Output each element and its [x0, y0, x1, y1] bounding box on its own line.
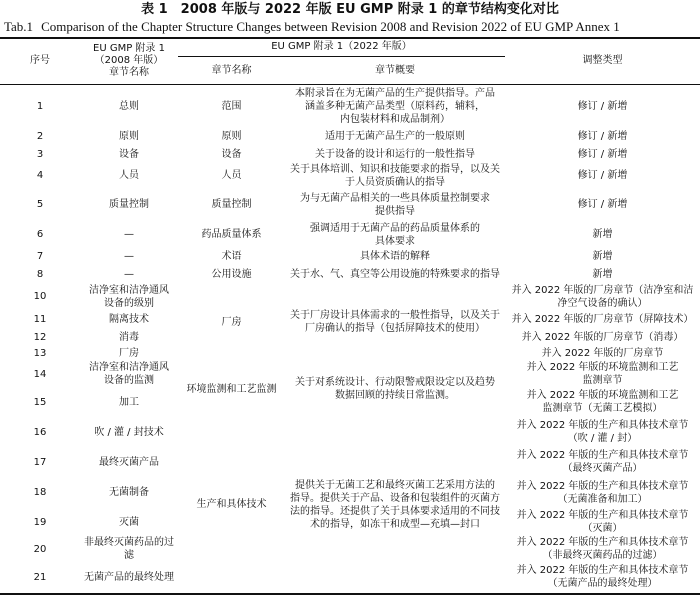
header-rev2008-text: EU GMP 附录 1（2008 年版） 章节名称 — [93, 43, 165, 78]
row-seq — [0, 387, 80, 417]
row-seq — [0, 86, 80, 127]
row-adjust-type-text: 并入 2022 年版的生产和具体技术章节 （最终灭菌产品） — [516, 450, 689, 474]
row-seq-text: 13 — [33, 347, 47, 359]
row-old-chapter — [80, 562, 178, 592]
new-chapter-summary — [285, 86, 505, 127]
header-rev2008 — [80, 38, 178, 84]
new-chapter-name — [178, 265, 285, 283]
row-adjust-type-text: 并入 2022 年版的生产和具体技术章节 （无菌产品的最终处理） — [516, 565, 689, 589]
row-seq-text: 17 — [33, 456, 47, 468]
row-old-chapter-text: 灭菌 — [119, 516, 139, 528]
row-old-chapter — [80, 283, 178, 310]
row-adjust-type-text: 修订 / 新增 — [577, 149, 628, 160]
row-adjust-type-text: 并入 2022 年版的生产和具体技术章节 （无菌准备和加工） — [516, 480, 689, 505]
row-adjust-type — [505, 188, 700, 221]
row-old-chapter — [80, 387, 178, 417]
new-chapter-summary-text: 关于设备的设计和运行的一般性指导 — [315, 149, 475, 160]
row-seq-text: 4 — [36, 170, 44, 181]
table-number: Tab.1 — [4, 19, 34, 34]
row-adjust-type — [505, 361, 700, 387]
row-old-chapter-text: — — [124, 251, 134, 262]
row-seq — [0, 417, 80, 447]
new-chapter-name-text: 质量控制 — [211, 199, 252, 210]
row-seq-text: 20 — [33, 543, 47, 555]
new-chapter-name — [178, 283, 285, 361]
row-seq — [0, 361, 80, 387]
row-adjust-type — [505, 283, 700, 310]
row-adjust-type — [505, 310, 700, 329]
row-adjust-type — [505, 221, 700, 248]
new-chapter-name — [178, 248, 285, 265]
row-seq-text: 5 — [36, 199, 44, 210]
row-adjust-type-text: 并入 2022 年版的厂房章节 — [541, 347, 664, 359]
row-old-chapter — [80, 86, 178, 127]
row-adjust-type-text: 并入 2022 年版的生产和具体技术章节 （灭菌） — [516, 510, 689, 534]
row-seq — [0, 447, 80, 477]
row-old-chapter-text: 质量控制 — [109, 199, 149, 210]
row-adjust-type-text: 修订 / 新增 — [577, 101, 628, 112]
row-adjust-type-text: 并入 2022 年版的厂房章节（洁净室和洁 净空气设备的确认） — [511, 284, 694, 309]
new-chapter-name — [178, 417, 285, 592]
header-rev2022-group-text: EU GMP 附录 1（2022 年版） — [271, 41, 412, 52]
new-chapter-name-text: 人员 — [221, 170, 242, 181]
row-adjust-type — [505, 329, 700, 345]
new-chapter-name-text: 范围 — [221, 101, 242, 112]
new-chapter-summary-text: 适用于无菌产品生产的一般原则 — [325, 131, 465, 142]
new-chapter-summary-text: 强调适用于无菌产品的药品质量体系的 具体要求 — [310, 222, 480, 247]
row-old-chapter-text: 洁净室和洁净通风 设备的级别 — [89, 284, 169, 309]
new-chapter-name — [178, 146, 285, 163]
new-chapter-summary — [285, 417, 505, 592]
row-adjust-type-text: 并入 2022 年版的生产和具体技术章节 （非最终灭菌药品的过滤） — [516, 537, 689, 561]
row-seq-text: 18 — [33, 487, 47, 498]
new-chapter-name — [178, 86, 285, 127]
row-old-chapter — [80, 477, 178, 508]
new-chapter-name-text: 生产和具体技术 — [196, 499, 267, 510]
row-seq — [0, 248, 80, 265]
new-chapter-summary — [285, 265, 505, 283]
row-old-chapter — [80, 329, 178, 345]
header-rev2022-group — [178, 38, 505, 56]
new-chapter-summary-text: 关于具体培训、知识和技能要求的指导，以及关 于人员资质确认的指导 — [290, 163, 500, 188]
row-seq-text: 15 — [33, 396, 47, 408]
row-adjust-type — [505, 387, 700, 417]
table-title-cn: 表 1 2008 年版与 2022 年版 EU GMP 附录 1 的章节结构变化对比 — [141, 2, 559, 17]
row-adjust-type — [505, 345, 700, 361]
row-old-chapter-text: 洁净室和洁净通风 设备的监测 — [89, 362, 169, 386]
new-chapter-name-text: 环境监测和工艺监测 — [186, 383, 277, 395]
row-old-chapter — [80, 188, 178, 221]
row-seq-text: 19 — [33, 516, 47, 528]
row-seq-text: 12 — [33, 331, 47, 343]
new-chapter-summary — [285, 146, 505, 163]
row-old-chapter-text: 消毒 — [119, 331, 139, 343]
row-old-chapter — [80, 163, 178, 188]
row-seq-text: 11 — [33, 314, 47, 325]
table-caption: Comparison of the Chapter Structure Changes between Revision 2008 and Revision 2022 of EU GMP Annex 1 — [41, 19, 620, 34]
row-seq-text: 7 — [36, 251, 44, 262]
row-seq-text: 10 — [33, 291, 47, 302]
row-old-chapter — [80, 345, 178, 361]
table-title-en — [4, 19, 696, 35]
row-adjust-type — [505, 508, 700, 536]
row-old-chapter — [80, 248, 178, 265]
row-seq — [0, 536, 80, 562]
new-chapter-name-text: 药品质量体系 — [201, 229, 262, 240]
row-adjust-type-text: 并入 2022 年版的生产和具体技术章节 （吹 / 灌 / 封） — [516, 420, 689, 444]
row-adjust-type-text: 并入 2022 年版的环境监测和工艺 监测章节（无菌工艺模拟） — [526, 390, 679, 414]
row-seq-text: 14 — [33, 368, 47, 380]
row-seq-text: 3 — [36, 149, 44, 160]
new-chapter-summary — [285, 283, 505, 361]
row-old-chapter — [80, 127, 178, 146]
row-old-chapter — [80, 146, 178, 163]
row-old-chapter-text: 原则 — [119, 131, 139, 142]
row-adjust-type — [505, 265, 700, 283]
new-chapter-name — [178, 163, 285, 188]
row-old-chapter-text: 吹 / 灌 / 封技术 — [94, 426, 164, 438]
row-old-chapter-text: 设备 — [119, 149, 139, 160]
row-old-chapter-text: 最终灭菌产品 — [99, 456, 159, 468]
new-chapter-name — [178, 361, 285, 417]
row-old-chapter-text: — — [124, 268, 134, 280]
header-summary — [285, 57, 505, 84]
row-adjust-type-text: 新增 — [592, 229, 613, 240]
table-bottom-rule — [0, 593, 700, 595]
row-adjust-type — [505, 146, 700, 163]
row-seq-text: 8 — [36, 268, 44, 280]
row-seq — [0, 265, 80, 283]
row-seq — [0, 310, 80, 329]
new-chapter-summary-text: 关于对系统设计、行动限警戒限设定以及趋势 数据回顾的持续日常监测。 — [295, 377, 495, 401]
row-adjust-type-text: 并入 2022 年版的环境监测和工艺 监测章节 — [526, 362, 679, 386]
row-old-chapter — [80, 536, 178, 562]
row-old-chapter-text: 无菌产品的最终处理 — [84, 571, 174, 583]
header-seq-text: 序号 — [30, 55, 50, 66]
row-adjust-type — [505, 417, 700, 447]
new-chapter-summary — [285, 221, 505, 248]
new-chapter-name-text: 厂房 — [221, 316, 242, 328]
row-adjust-type-text: 修订 / 新增 — [577, 170, 628, 181]
row-seq — [0, 188, 80, 221]
row-adjust-type — [505, 248, 700, 265]
row-adjust-type — [505, 127, 700, 146]
row-old-chapter-text: 无菌制备 — [109, 487, 149, 498]
row-old-chapter — [80, 361, 178, 387]
row-old-chapter-text: 人员 — [119, 170, 139, 181]
row-old-chapter-text: 加工 — [119, 396, 139, 408]
row-adjust-type-text: 修订 / 新增 — [577, 199, 628, 210]
header-chapter-text: 章节名称 — [211, 64, 252, 76]
row-seq-text: 21 — [33, 571, 47, 583]
row-seq — [0, 146, 80, 163]
new-chapter-name — [178, 221, 285, 248]
row-seq-text: 6 — [36, 229, 44, 240]
row-seq — [0, 329, 80, 345]
new-chapter-summary-text: 提供关于无菌工艺和最终灭菌工艺采用方法的 指导。提供关于产品、设备和包装组件的灭菌方 法的指导。还提供了关于具体要求适用的不同技 术的指导，如冻干和成型—充填—封口 — [290, 479, 500, 530]
new-chapter-name — [178, 188, 285, 221]
row-old-chapter — [80, 265, 178, 283]
row-adjust-type — [505, 477, 700, 508]
new-chapter-summary — [285, 361, 505, 417]
new-chapter-summary — [285, 248, 505, 265]
row-adjust-type-text: 并入 2022 年版的厂房章节（屏障技术） — [511, 314, 694, 325]
row-seq — [0, 508, 80, 536]
row-adjust-type-text: 新增 — [592, 268, 613, 280]
row-adjust-type — [505, 86, 700, 127]
new-chapter-summary-text: 关于水、气、真空等公用设施的特殊要求的指导 — [290, 268, 500, 280]
new-chapter-name-text: 术语 — [221, 251, 242, 262]
row-seq-text: 1 — [36, 101, 44, 112]
new-chapter-summary — [285, 163, 505, 188]
new-chapter-name-text: 公用设施 — [211, 268, 252, 280]
row-old-chapter — [80, 221, 178, 248]
new-chapter-name — [178, 127, 285, 146]
row-seq — [0, 345, 80, 361]
header-adjust — [505, 38, 700, 84]
row-old-chapter — [80, 310, 178, 329]
row-adjust-type — [505, 562, 700, 592]
header-summary-text: 章节概要 — [375, 64, 415, 76]
row-old-chapter — [80, 508, 178, 536]
row-adjust-type — [505, 536, 700, 562]
header-adjust-text: 调整类型 — [582, 55, 623, 66]
row-adjust-type-text: 并入 2022 年版的厂房章节（消毒） — [521, 331, 684, 343]
row-old-chapter — [80, 447, 178, 477]
new-chapter-summary-text: 具体术语的解释 — [360, 251, 430, 262]
row-old-chapter-text: 厂房 — [119, 347, 139, 359]
new-chapter-name-text: 原则 — [221, 131, 242, 142]
row-seq — [0, 562, 80, 592]
row-old-chapter — [80, 417, 178, 447]
row-seq — [0, 477, 80, 508]
new-chapter-summary — [285, 127, 505, 146]
row-seq-text: 2 — [36, 131, 44, 142]
row-adjust-type — [505, 163, 700, 188]
header-chapter — [178, 57, 285, 84]
new-chapter-summary — [285, 188, 505, 221]
new-chapter-name-text: 设备 — [221, 149, 242, 160]
new-chapter-summary-text: 为与无菌产品相关的一些具体质量控制要求 提供指导 — [300, 192, 490, 217]
row-seq — [0, 221, 80, 248]
row-adjust-type — [505, 447, 700, 477]
row-old-chapter-text: 总则 — [119, 101, 139, 112]
row-old-chapter-text: 非最终灭菌药品的过滤 — [84, 537, 174, 561]
row-adjust-type-text: 修订 / 新增 — [577, 131, 628, 142]
new-chapter-summary-text: 本附录旨在为无菌产品的生产提供指导。产品 涵盖多种无菌产品类型（原料药，辅料， 内包装材料和成品制剂） — [295, 88, 495, 125]
row-seq — [0, 163, 80, 188]
row-seq — [0, 127, 80, 146]
row-old-chapter-text: 隔离技术 — [109, 314, 149, 325]
table-header-rule — [0, 84, 700, 85]
header-seq — [0, 38, 80, 84]
row-adjust-type-text: 新增 — [592, 251, 613, 262]
new-chapter-summary-text: 关于厂房设计具体需求的一般性指导，以及关于 厂房确认的指导（包括屏障技术的使用） — [290, 310, 500, 334]
row-seq-text: 16 — [33, 426, 47, 438]
row-old-chapter-text: — — [124, 229, 134, 240]
row-seq — [0, 283, 80, 310]
